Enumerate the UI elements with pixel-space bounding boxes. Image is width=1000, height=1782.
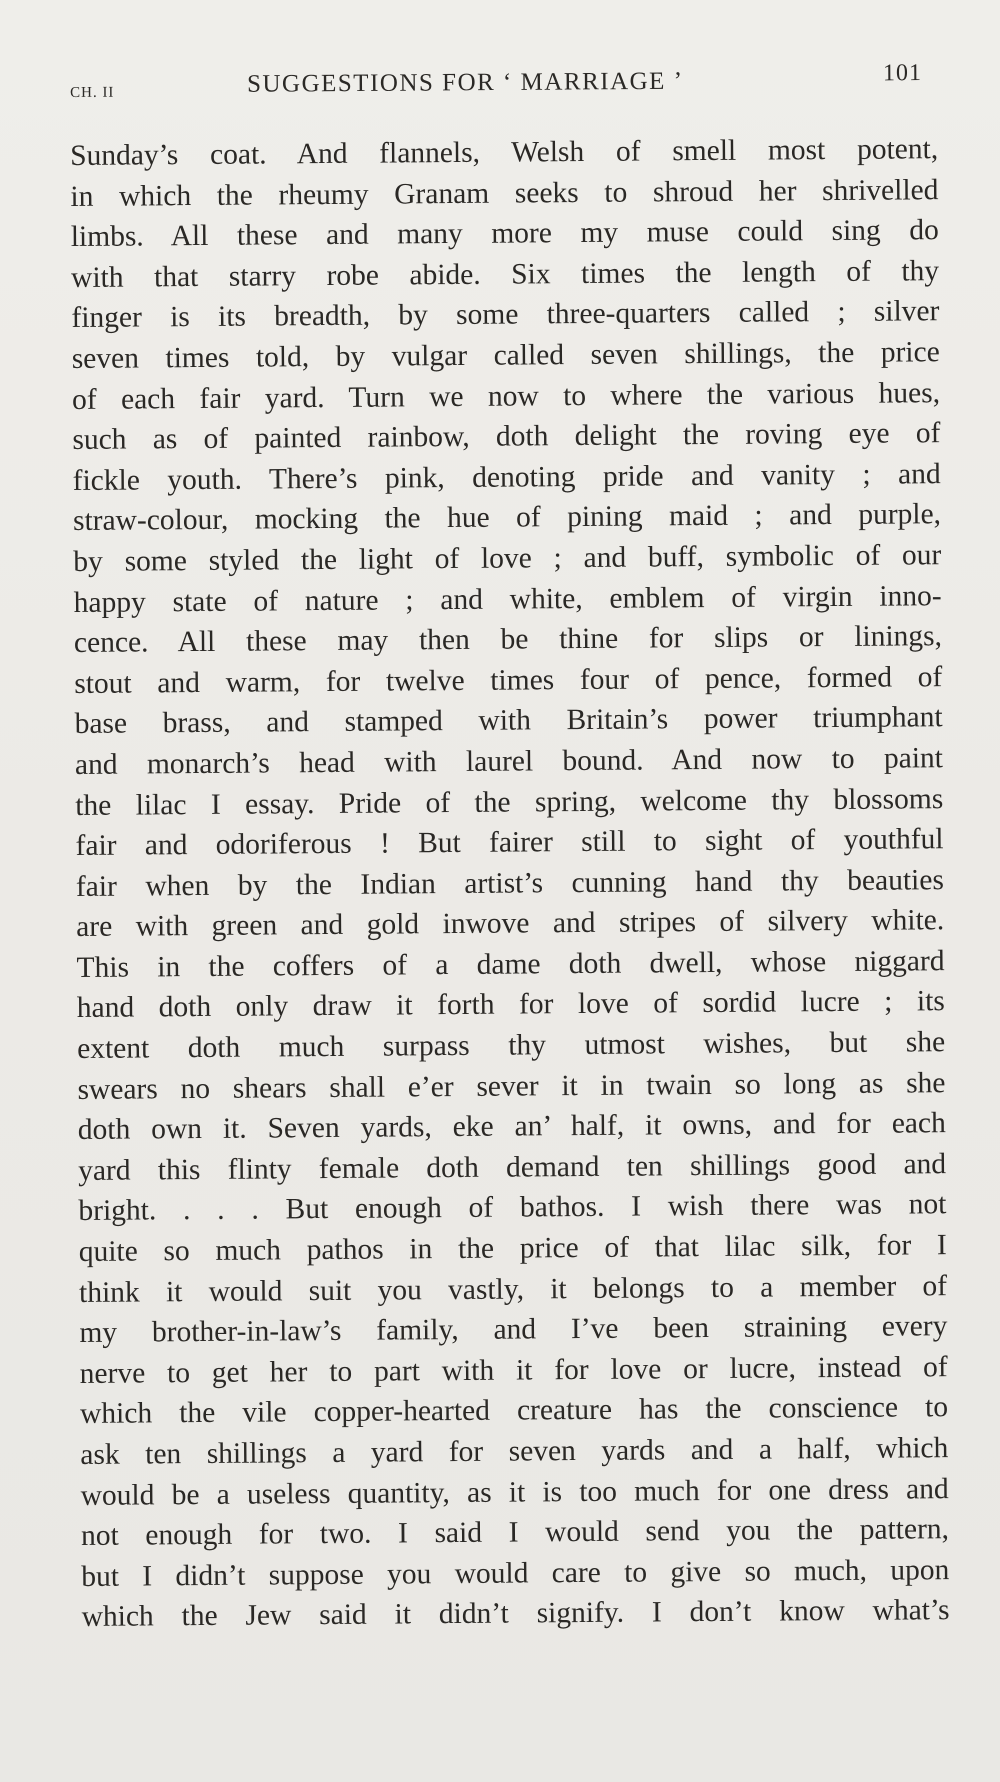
text-line: in which the rheumy Granam seeks to shroud her shrivelled <box>70 173 939 213</box>
text-line: base brass, and stamped with Britain’s power triumphant <box>74 701 943 741</box>
text-line: nerve to get her to part with it for love or lucre, instead of <box>79 1350 948 1390</box>
text-line: think it would suit you vastly, it belongs to a member of <box>78 1269 948 1309</box>
text-line: hand doth only draw it forth for love of sordid lucre ; its <box>76 985 945 1025</box>
text-line: fickle youth. There’s pink, denoting pride and vanity ; and <box>72 457 941 497</box>
text-line: bright. . . . But enough of bathos. I wish there was not <box>78 1188 947 1228</box>
text-line: stout and warm, for twelve times four of pence, formed of <box>74 660 943 700</box>
text-line: by some styled the light of love ; and buff, symbolic of our <box>73 539 942 578</box>
text-line: happy state of nature ; and white, emblem of virgin inno- <box>73 579 942 619</box>
text-line: would be a useless quantity, as it is too much for one dress and <box>80 1472 949 1512</box>
running-head <box>70 56 922 102</box>
chapter-label: CH. II <box>70 84 115 101</box>
running-title: SUGGESTIONS FOR ‘ MARRIAGE ’ <box>246 67 684 98</box>
text-line: the lilac I essay. Pride of the spring, welcome thy blossoms <box>75 782 944 822</box>
text-line: and monarch’s head with laurel bound. And now to paint <box>74 742 944 781</box>
text-line: but I didn’t suppose you would care to give so much, upon <box>81 1553 950 1593</box>
text-line: Sunday’s coat. And flannels, Welsh of smell most potent, <box>70 133 939 172</box>
text-line: such as of painted rainbow, doth delight the roving eye of <box>72 417 941 457</box>
text-line: not enough for two. I said I would send you the pattern, <box>80 1513 950 1553</box>
text-line: extent doth much surpass thy utmost wishes, but she <box>77 1026 946 1066</box>
text-line: doth own it. Seven yards, eke an’ half, it owns, and for each <box>77 1107 946 1147</box>
text-line: yard this flinty female doth demand ten shillings good and <box>78 1147 947 1187</box>
text-line: limbs. All these and many more my muse could sing do <box>70 214 939 254</box>
text-line: straw-colour, mocking the hue of pining maid ; and purple, <box>72 498 942 538</box>
text-line: This in the coffers of a dame doth dwell, whose niggard <box>76 945 945 984</box>
text-line: quite so much pathos in the price of that lilac silk, for I <box>78 1229 947 1268</box>
text-line: swears no shears shall e’er sever it in twain so long as she <box>77 1066 946 1106</box>
text-line: finger is its breadth, by some three-quarters called ; silver <box>71 295 940 335</box>
text-line: are with green and gold inwove and stripes of silvery white. <box>76 904 945 944</box>
text-line: with that starry robe abide. Six times the length of thy <box>70 254 940 294</box>
text-line: ask ten shillings a yard for seven yards and a half, which <box>80 1432 949 1471</box>
text-line: my brother-in-law’s family, and I’ve been straining every <box>79 1310 948 1350</box>
text-line: which the Jew said it didn’t signify. I don’t know what’s <box>81 1594 950 1634</box>
text-line: fair and odoriferous ! But fairer still to sight of youthful <box>75 823 944 863</box>
text-line: which the vile copper-hearted creature has the conscience to <box>79 1391 949 1431</box>
page-number: 101 <box>882 60 923 87</box>
text-line: of each fair yard. Turn we now to where the various hues, <box>71 376 941 416</box>
text-line: fair when by the Indian artist’s cunning hand thy beauties <box>75 863 944 903</box>
text-line: seven times told, by vulgar called seven shillings, the price <box>71 336 940 375</box>
body-text <box>70 129 954 1638</box>
text-line: cence. All these may then be thine for slips or linings, <box>73 620 943 660</box>
